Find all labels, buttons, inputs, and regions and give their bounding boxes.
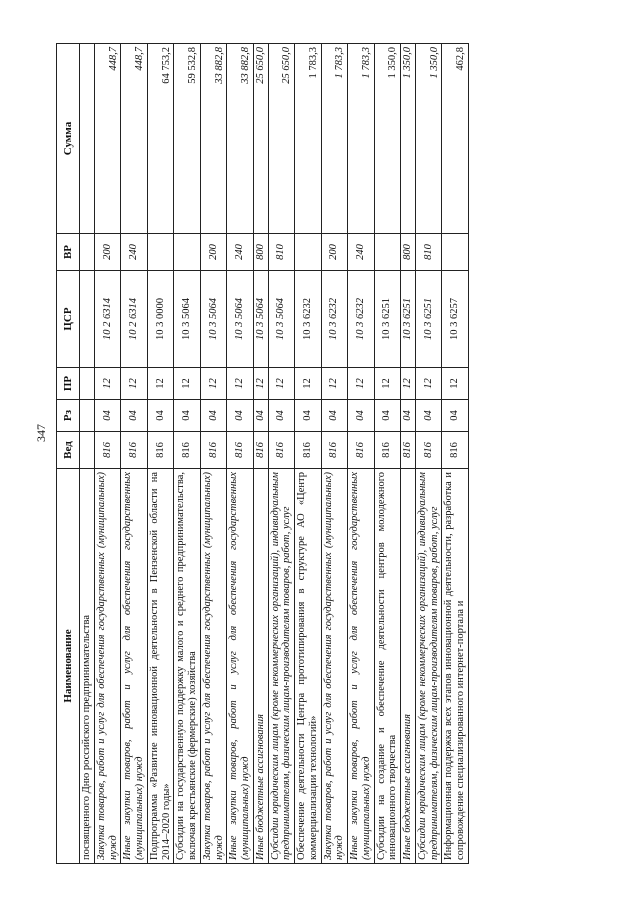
table-row: [80, 44, 95, 864]
table-row: [348, 44, 375, 864]
table-body: [80, 44, 469, 864]
cell-csr: 10 3 5064: [174, 271, 201, 368]
header-vr: ВР: [57, 234, 80, 271]
cell-pr: 12: [94, 368, 121, 400]
cell-csr: 10 3 5064: [268, 271, 295, 368]
cell-ved: 816: [268, 432, 295, 469]
cell-name: [200, 469, 227, 864]
table-row: [442, 44, 469, 864]
cell-sum: 1 783,3: [348, 44, 375, 234]
cell-rz: 04: [147, 400, 174, 432]
cell-name-text: Обеспечение деятельности Центра прототипирования в структуре АО «Центр коммерциализации технологий»: [296, 472, 319, 860]
cell-vr: [80, 234, 95, 271]
table-header-row: [57, 44, 80, 864]
cell-ved: 816: [295, 432, 322, 469]
cell-rz: 04: [268, 400, 295, 432]
header-rz: Рз: [57, 400, 80, 432]
cell-name: [415, 469, 442, 864]
cell-csr: 10 3 6257: [442, 271, 469, 368]
table-row: [121, 44, 148, 864]
table-row: [415, 44, 442, 864]
cell-vr: 810: [268, 234, 295, 271]
table-row: [268, 44, 295, 864]
table-row: [374, 44, 401, 864]
cell-name: [348, 469, 375, 864]
cell-csr: 10 3 5064: [227, 271, 254, 368]
cell-name-text: Субсидии на государственную поддержку малого и среднего предпринимательства, включая крестьянские (фермерские) хозяйства: [175, 472, 198, 860]
cell-csr: 10 3 5064: [200, 271, 227, 368]
table-row: [321, 44, 348, 864]
cell-rz: 04: [321, 400, 348, 432]
cell-name-text: Подпрограмма «Развитие инновационной деятельности в Пензенской области на 2014–2020 годы»: [148, 472, 172, 860]
cell-rz: 04: [121, 400, 148, 432]
cell-vr: 240: [227, 234, 254, 271]
rotated-table-container: [56, 44, 569, 864]
cell-rz: 04: [94, 400, 121, 432]
cell-sum: 1 350,0: [401, 44, 416, 234]
cell-sum: 1 783,3: [295, 44, 322, 234]
cell-name: [227, 469, 254, 864]
cell-name-text: Иные закупки товаров, работ и услуг для обеспечения государственных (муниципальных) нужд: [349, 472, 372, 860]
cell-name-text: Иные закупки товаров, работ и услуг для обеспечения государственных (муниципальных) нужд: [122, 472, 145, 860]
cell-vr: 200: [321, 234, 348, 271]
header-sum: Сумма: [57, 44, 80, 234]
cell-sum: 64 753,2: [147, 44, 174, 234]
cell-sum: [80, 44, 95, 234]
cell-vr: 200: [200, 234, 227, 271]
cell-csr: 10 3 6251: [415, 271, 442, 368]
cell-rz: 04: [415, 400, 442, 432]
cell-csr: 10 3 0000: [147, 271, 174, 368]
cell-sum: 1 783,3: [321, 44, 348, 234]
cell-sum: 462,8: [442, 44, 469, 234]
table-row: [227, 44, 254, 864]
cell-ved: [80, 432, 95, 469]
cell-pr: 12: [374, 368, 401, 400]
cell-pr: 12: [174, 368, 201, 400]
header-csr: ЦСР: [57, 271, 80, 368]
cell-rz: 04: [227, 400, 254, 432]
header-pr: ПР: [57, 368, 80, 400]
cell-rz: 04: [295, 400, 322, 432]
cell-csr: 10 3 6232: [295, 271, 322, 368]
cell-rz: 04: [174, 400, 201, 432]
table-row: [174, 44, 201, 864]
cell-ved: 816: [401, 432, 416, 469]
cell-sum: 33 882,8: [200, 44, 227, 234]
cell-name: [321, 469, 348, 864]
cell-ved: 816: [227, 432, 254, 469]
page-number: 347: [34, 424, 48, 442]
cell-name-text: Закупка товаров, работ и услуг для обеспечения государственных (муниципальных) нужд: [201, 472, 225, 860]
cell-pr: 12: [348, 368, 375, 400]
cell-sum: 25 650,0: [253, 44, 268, 234]
cell-name: [253, 469, 268, 864]
cell-vr: [374, 234, 401, 271]
cell-pr: 12: [121, 368, 148, 400]
cell-pr: 12: [253, 368, 268, 400]
cell-name: [374, 469, 401, 864]
cell-rz: [80, 400, 95, 432]
cell-rz: 04: [348, 400, 375, 432]
cell-vr: 240: [348, 234, 375, 271]
cell-csr: 10 3 6232: [348, 271, 375, 368]
cell-csr: 10 3 6251: [374, 271, 401, 368]
cell-sum: 1 350,0: [374, 44, 401, 234]
cell-pr: 12: [268, 368, 295, 400]
cell-ved: 816: [321, 432, 348, 469]
cell-pr: 12: [401, 368, 416, 400]
cell-pr: 12: [415, 368, 442, 400]
cell-pr: 12: [442, 368, 469, 400]
cell-ved: 816: [174, 432, 201, 469]
cell-name: [442, 469, 469, 864]
cell-name-text: Субсидии юридическим лицам (кроме некоммерческих организаций), индивидуальным предпринимателям, физическим лицам-производителям товаров, работ, услуг: [416, 472, 440, 860]
cell-pr: 12: [147, 368, 174, 400]
header-ved: Вед: [57, 432, 80, 469]
cell-name-text: Иные закупки товаров, работ и услуг для обеспечения государственных (муниципальных) нужд: [228, 472, 251, 860]
cell-name: [121, 469, 148, 864]
cell-name: [94, 469, 121, 864]
cell-ved: 816: [94, 432, 121, 469]
cell-rz: 04: [200, 400, 227, 432]
cell-name-text: посвященного Дню российского предпринимательства: [81, 615, 92, 860]
cell-name: [147, 469, 174, 864]
cell-name-text: Иные бюджетные ассигнования: [254, 714, 266, 860]
cell-vr: 200: [94, 234, 121, 271]
cell-vr: [147, 234, 174, 271]
cell-vr: 240: [121, 234, 148, 271]
cell-sum: 448,7: [94, 44, 121, 234]
cell-csr: 10 2 6314: [94, 271, 121, 368]
cell-name-text: Субсидии на создание и обеспечение деятельности центров молодежного инновационного творчества: [375, 472, 399, 860]
cell-rz: 04: [442, 400, 469, 432]
table-row: [253, 44, 268, 864]
cell-ved: 816: [121, 432, 148, 469]
budget-table: [56, 43, 469, 864]
table-row: [147, 44, 174, 864]
cell-sum: 1 350,0: [415, 44, 442, 234]
cell-ved: 816: [442, 432, 469, 469]
cell-name: [174, 469, 201, 864]
table-row: [295, 44, 322, 864]
cell-name: [295, 469, 322, 864]
cell-sum: 448,7: [121, 44, 148, 234]
cell-vr: [295, 234, 322, 271]
cell-csr: 10 3 6232: [321, 271, 348, 368]
cell-ved: 816: [147, 432, 174, 469]
cell-vr: [174, 234, 201, 271]
cell-sum: 25 650,0: [268, 44, 295, 234]
cell-csr: 10 3 5064: [253, 271, 268, 368]
cell-name-text: Информационная поддержка всех этапов инновационной деятельности, разработка и сопровождение специализированного интернет-портала и: [443, 472, 466, 860]
cell-rz: 04: [374, 400, 401, 432]
cell-ved: 816: [200, 432, 227, 469]
cell-pr: 12: [321, 368, 348, 400]
cell-rz: 04: [253, 400, 268, 432]
cell-name-text: Субсидии юридическим лицам (кроме некоммерческих организаций), индивидуальным предпринимателям, физическим лицам-производителям товаров, работ, услуг: [269, 472, 293, 860]
table-row: [200, 44, 227, 864]
cell-csr: [80, 271, 95, 368]
cell-sum: 59 532,8: [174, 44, 201, 234]
cell-ved: 816: [374, 432, 401, 469]
cell-vr: 810: [415, 234, 442, 271]
cell-csr: 10 2 6314: [121, 271, 148, 368]
cell-name-text: Закупка товаров, работ и услуг для обеспечения государственных (муниципальных) нужд: [95, 472, 119, 860]
cell-pr: 12: [200, 368, 227, 400]
cell-name: [268, 469, 295, 864]
table-row: [401, 44, 416, 864]
cell-pr: [80, 368, 95, 400]
cell-ved: 816: [415, 432, 442, 469]
cell-name-text: Иные бюджетные ассигнования: [402, 714, 413, 860]
cell-csr: 10 3 6251: [401, 271, 416, 368]
cell-ved: 816: [253, 432, 268, 469]
cell-name: [80, 469, 95, 864]
cell-vr: [442, 234, 469, 271]
header-name: Наименование: [57, 469, 80, 864]
cell-name: [401, 469, 416, 864]
cell-sum: 33 882,8: [227, 44, 254, 234]
table-row: [94, 44, 121, 864]
cell-vr: 800: [253, 234, 268, 271]
cell-pr: 12: [295, 368, 322, 400]
cell-pr: 12: [227, 368, 254, 400]
cell-rz: 04: [401, 400, 416, 432]
cell-ved: 816: [348, 432, 375, 469]
cell-vr: 800: [401, 234, 416, 271]
cell-name-text: Закупка товаров, работ и услуг для обеспечения государственных (муниципальных) нужд: [322, 472, 346, 860]
